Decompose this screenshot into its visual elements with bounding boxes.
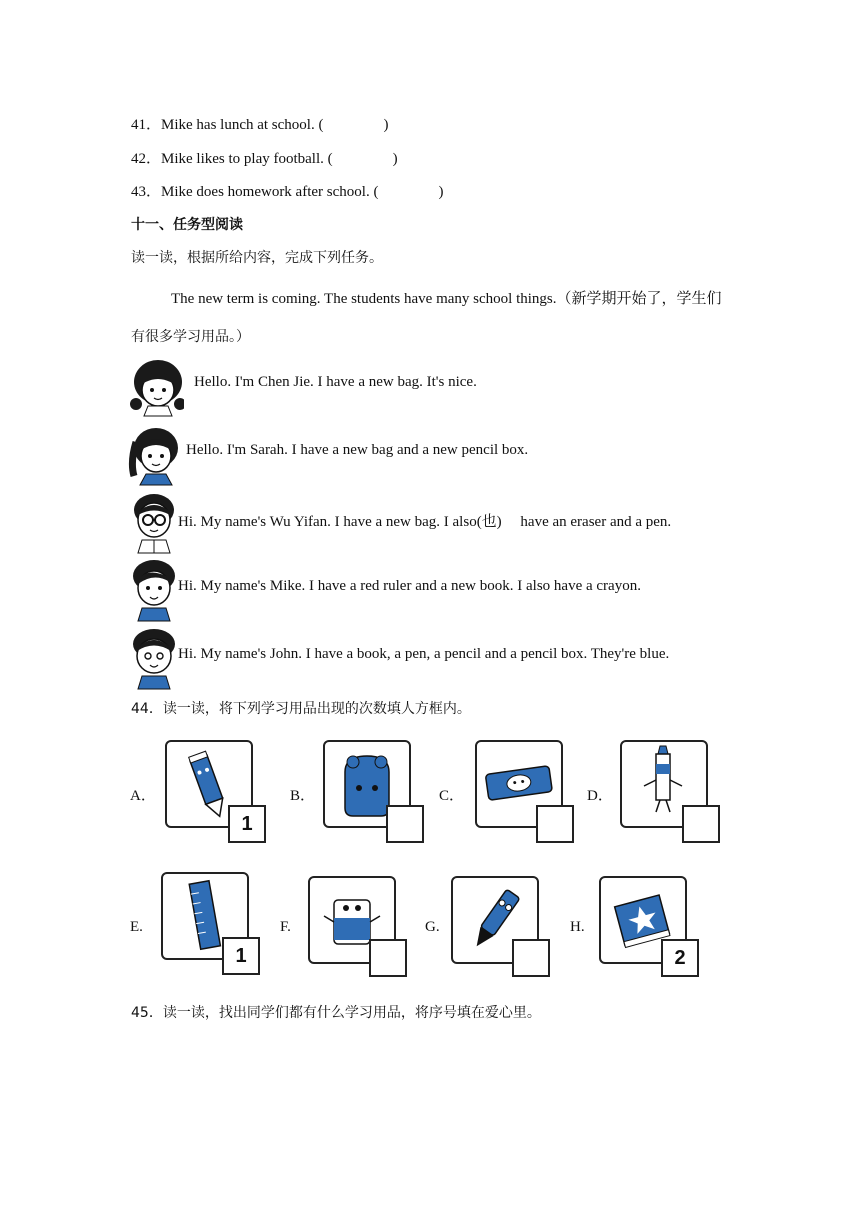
count-box-d[interactable] — [682, 805, 720, 843]
item-letter-a: A． — [130, 788, 156, 804]
item-letter-c: C． — [439, 788, 465, 804]
count-box-b[interactable] — [386, 805, 424, 843]
speaker-text: Hi. My name's Wu Yifan. I have a new bag. I also(也) have an eraser and a pen. — [178, 514, 672, 530]
item-letter-d: D． — [587, 788, 613, 804]
item-letter-e: E. — [130, 919, 143, 935]
count-box-f[interactable] — [369, 939, 407, 977]
passage-line-2: 有很多学习用品。） — [131, 330, 250, 345]
girl-avatar-icon — [128, 354, 184, 418]
speaker-text: Hello. I'm Sarah. I have a new bag and a new pencil box. — [186, 442, 529, 458]
girl-ponytail-avatar-icon — [128, 422, 184, 486]
question-43: 43．Mike does homework after school. ( ) — [131, 184, 444, 200]
count-box-c[interactable] — [536, 805, 574, 843]
item-letter-b: B． — [290, 788, 316, 804]
count-box-e[interactable]: 1 — [222, 937, 260, 975]
item-letter-h: H. — [570, 919, 585, 935]
speaker-text: Hi. My name's Mike. I have a red ruler and a new book. I also have a crayon. — [178, 578, 641, 594]
question-44-prompt: 44．读一读，将下列学习用品出现的次数填人方框内。 — [131, 701, 471, 717]
count-box-g[interactable] — [512, 939, 550, 977]
section-instruction: 读一读，根据所给内容，完成下列任务。 — [131, 250, 383, 266]
item-letter-g: G. — [425, 919, 440, 935]
question-42: 42．Mike likes to play football. ( ) — [131, 151, 398, 167]
question-41: 41．Mike has lunch at school. ( ) — [131, 117, 389, 133]
boy-glasses-avatar-icon — [128, 490, 184, 554]
speaker-text: Hi. My name's John. I have a book, a pen, a pencil and a pencil box. They're blue. — [178, 646, 670, 662]
section-title: 十一、任务型阅读 — [131, 217, 243, 233]
passage-line-1: The new term is coming. The students have many school things.（新学期开始了，学生们 — [171, 291, 722, 307]
speaker-text: Hello. I'm Chen Jie. I have a new bag. It's nice. — [194, 374, 477, 390]
item-letter-f: F. — [280, 919, 291, 935]
count-box-h[interactable]: 2 — [661, 939, 699, 977]
boy-avatar-icon — [128, 558, 184, 622]
count-box-a[interactable]: 1 — [228, 805, 266, 843]
boy-avatar-icon — [128, 626, 184, 690]
question-45-prompt: 45．读一读，找出同学们都有什么学习用品，将序号填在爱心里。 — [131, 1005, 541, 1021]
